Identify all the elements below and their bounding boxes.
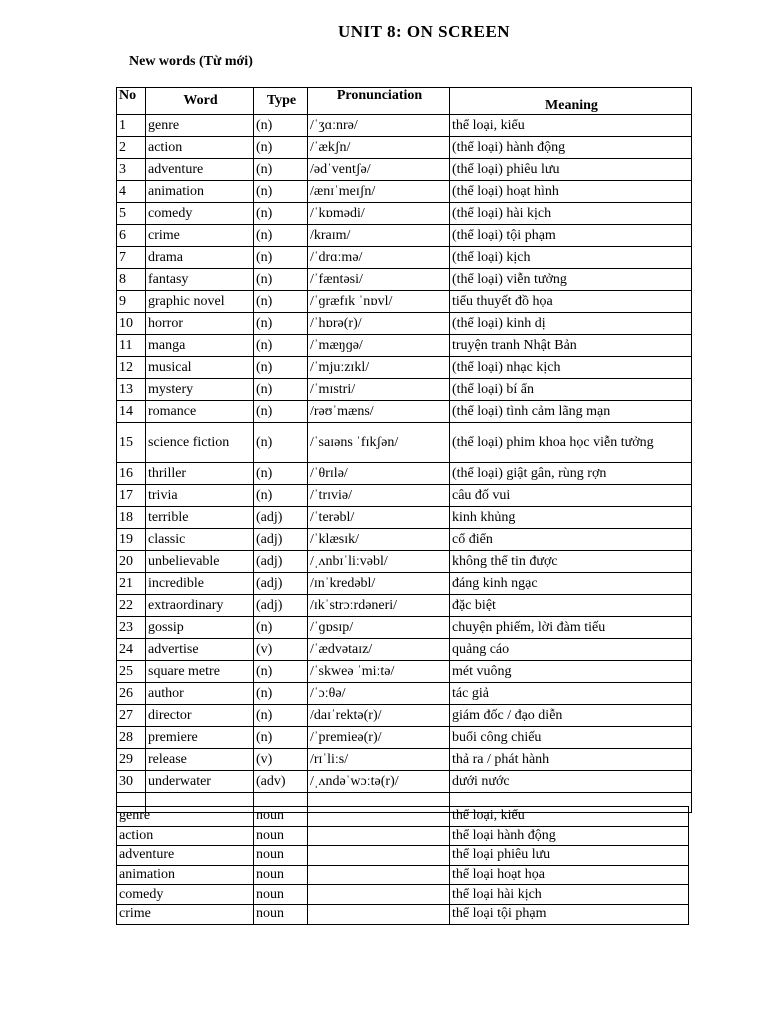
table-row [117,181,692,203]
extra-cell-meaning: thể loại hài kịch [450,885,689,905]
cell-pronunciation: /ˈmjuːzɪkl/ [308,357,450,379]
extra-table-row [117,846,689,866]
cell-no: 6 [117,225,146,247]
table-row [117,749,692,771]
cell-type: (adj) [254,529,308,551]
cell-no: 23 [117,617,146,639]
cell-no: 12 [117,357,146,379]
table-row [117,551,692,573]
cell-type: (n) [254,617,308,639]
cell-pronunciation: /ˈækʃn/ [308,137,450,159]
extra-cell-type: noun [254,865,308,885]
cell-no: 24 [117,639,146,661]
cell-type: (n) [254,683,308,705]
table-row [117,159,692,181]
table-row [117,507,692,529]
cell-pronunciation: /ˈklæsɪk/ [308,529,450,551]
table-row [117,313,692,335]
cell-word: romance [146,401,254,423]
cell-type: (v) [254,639,308,661]
cell-no: 14 [117,401,146,423]
cell-word: underwater [146,771,254,793]
cell-meaning: (thể loại) hoạt hình [450,181,692,203]
cell-word: premiere [146,727,254,749]
cell-meaning: truyện tranh Nhật Bản [450,335,692,357]
table-row [117,595,692,617]
cell-word: science fiction [146,423,254,463]
extra-cell-word: adventure [117,846,254,866]
extra-cell-type: noun [254,846,308,866]
cell-type: (n) [254,423,308,463]
table-row [117,529,692,551]
cell-meaning: giám đốc / đạo diễn [450,705,692,727]
cell-meaning: mét vuông [450,661,692,683]
cell-word: unbelievable [146,551,254,573]
column-header-no: No [117,88,146,115]
column-header-type: Type [254,88,308,115]
cell-word: adventure [146,159,254,181]
cell-type: (n) [254,357,308,379]
cell-word: mystery [146,379,254,401]
cell-meaning: tiểu thuyết đồ họa [450,291,692,313]
extra-cell-word: action [117,826,254,846]
cell-word: crime [146,225,254,247]
extra-cell-word: crime [117,904,254,924]
table-row [117,247,692,269]
extra-cell-type: noun [254,885,308,905]
cell-meaning: (thể loại) phiêu lưu [450,159,692,181]
cell-pronunciation: /ˈædvətaɪz/ [308,639,450,661]
table-row [117,203,692,225]
cell-pronunciation: /ˈpremieə(r)/ [308,727,450,749]
cell-pronunciation: /ˈmæŋɡə/ [308,335,450,357]
table-row [117,639,692,661]
table-row [117,727,692,749]
cell-pronunciation: /ænɪˈmeɪʃn/ [308,181,450,203]
cell-type: (n) [254,115,308,137]
cell-pronunciation: /ɪnˈkredəbl/ [308,573,450,595]
cell-meaning: (thể loại) kinh dị [450,313,692,335]
cell-type: (n) [254,705,308,727]
cell-meaning: đặc biệt [450,595,692,617]
cell-word: graphic novel [146,291,254,313]
cell-no: 2 [117,137,146,159]
extra-cell-meaning: thể loại phiêu lưu [450,846,689,866]
cell-meaning: dưới nước [450,771,692,793]
extra-cell-type: noun [254,826,308,846]
cell-no: 15 [117,423,146,463]
cell-pronunciation: /ˈsaɪəns ˈfɪkʃən/ [308,423,450,463]
extra-cell-type: noun [254,904,308,924]
extra-table-row [117,904,689,924]
cell-no: 22 [117,595,146,617]
cell-word: fantasy [146,269,254,291]
table-row [117,573,692,595]
cell-word: extraordinary [146,595,254,617]
page-title: UNIT 8: ON SCREEN [338,22,511,41]
cell-type: (adj) [254,573,308,595]
cell-word: musical [146,357,254,379]
table-header-row [117,88,692,115]
extra-cell-empty [308,865,450,885]
cell-meaning: (thể loại) bí ẩn [450,379,692,401]
extra-cell-word: animation [117,865,254,885]
cell-no: 9 [117,291,146,313]
extra-cell-meaning: thể loại tội phạm [450,904,689,924]
cell-type: (n) [254,247,308,269]
cell-pronunciation: /ˈterəbl/ [308,507,450,529]
table-row [117,291,692,313]
cell-no: 4 [117,181,146,203]
cell-word: drama [146,247,254,269]
cell-word: animation [146,181,254,203]
table-row [117,269,692,291]
cell-meaning: thể loại, kiểu [450,115,692,137]
cell-word: genre [146,115,254,137]
column-header-pronunciation: Pronunciation [308,88,450,115]
cell-meaning: (thể loại) tội phạm [450,225,692,247]
extra-table-row [117,807,689,827]
extra-cell-empty [308,807,450,827]
cell-pronunciation: /ˈskweə ˈmiːtə/ [308,661,450,683]
cell-word: director [146,705,254,727]
cell-pronunciation: /ˈmɪstri/ [308,379,450,401]
cell-word: manga [146,335,254,357]
cell-type: (n) [254,485,308,507]
vocabulary-table [116,87,692,813]
cell-meaning: (thể loại) hài kịch [450,203,692,225]
cell-type: (n) [254,313,308,335]
table-row [117,225,692,247]
cell-meaning: (thể loại) nhạc kịch [450,357,692,379]
cell-pronunciation: /ˈɔːθə/ [308,683,450,705]
cell-no: 18 [117,507,146,529]
cell-word: release [146,749,254,771]
cell-word: advertise [146,639,254,661]
table-row [117,617,692,639]
table-row [117,137,692,159]
cell-no: 25 [117,661,146,683]
column-header-word: Word [146,88,254,115]
table-row [117,661,692,683]
cell-type: (n) [254,335,308,357]
cell-no: 20 [117,551,146,573]
cell-no: 17 [117,485,146,507]
cell-meaning: quảng cáo [450,639,692,661]
cell-type: (adj) [254,595,308,617]
cell-word: action [146,137,254,159]
cell-type: (n) [254,463,308,485]
cell-pronunciation: /rɪˈliːs/ [308,749,450,771]
cell-word: square metre [146,661,254,683]
cell-meaning: câu đố vui [450,485,692,507]
cell-pronunciation: /ˈɡɒsɪp/ [308,617,450,639]
cell-word: comedy [146,203,254,225]
cell-type: (n) [254,727,308,749]
cell-type: (adv) [254,771,308,793]
cell-pronunciation: /ˈfæntəsi/ [308,269,450,291]
page-subtitle: New words (Từ mới) [129,54,253,69]
cell-pronunciation: /ədˈventʃə/ [308,159,450,181]
cell-type: (n) [254,225,308,247]
table-row [117,357,692,379]
extra-cell-empty [308,826,450,846]
cell-type: (adj) [254,551,308,573]
cell-no: 21 [117,573,146,595]
cell-word: author [146,683,254,705]
table-row [117,705,692,727]
cell-pronunciation: /ɪkˈstrɔːrdəneri/ [308,595,450,617]
cell-type: (v) [254,749,308,771]
column-header-meaning: Meaning [450,88,692,115]
extra-cell-type: noun [254,807,308,827]
extra-table-row [117,865,689,885]
cell-pronunciation: /ˈhɒrə(r)/ [308,313,450,335]
cell-no: 19 [117,529,146,551]
cell-word: gossip [146,617,254,639]
cell-pronunciation: /daɪˈrektə(r)/ [308,705,450,727]
cell-no: 5 [117,203,146,225]
extra-cell-empty [308,846,450,866]
cell-meaning: (thể loại) phim khoa học viễn tưởng [450,423,692,463]
cell-type: (n) [254,181,308,203]
cell-no: 3 [117,159,146,181]
cell-meaning: tác giả [450,683,692,705]
table-row [117,401,692,423]
extra-vocabulary-table [116,806,689,925]
cell-type: (adj) [254,507,308,529]
cell-no: 16 [117,463,146,485]
extra-cell-meaning: thể loại hoạt họa [450,865,689,885]
cell-word: horror [146,313,254,335]
table-row [117,771,692,793]
extra-cell-meaning: thể loại, kiểu [450,807,689,827]
cell-meaning: cổ điển [450,529,692,551]
cell-meaning: đáng kinh ngạc [450,573,692,595]
table-row [117,463,692,485]
table-row [117,115,692,137]
cell-type: (n) [254,379,308,401]
table-row [117,379,692,401]
cell-pronunciation: /rəʊˈmæns/ [308,401,450,423]
extra-cell-word: genre [117,807,254,827]
table-row [117,423,692,463]
cell-no: 7 [117,247,146,269]
table-row [117,485,692,507]
cell-meaning: thả ra / phát hành [450,749,692,771]
extra-table-row [117,826,689,846]
cell-pronunciation: /ˈdrɑːmə/ [308,247,450,269]
cell-pronunciation: /ˈɡræfɪk ˈnɒvl/ [308,291,450,313]
extra-table-row [117,885,689,905]
cell-word: trivia [146,485,254,507]
cell-pronunciation: /ˈθrɪlə/ [308,463,450,485]
cell-type: (n) [254,203,308,225]
extra-cell-empty [308,885,450,905]
cell-no: 13 [117,379,146,401]
cell-meaning: kinh khủng [450,507,692,529]
cell-no: 10 [117,313,146,335]
cell-meaning: chuyện phiếm, lời đàm tiếu [450,617,692,639]
cell-pronunciation: /ˌʌnbɪˈliːvəbl/ [308,551,450,573]
cell-meaning: không thể tin được [450,551,692,573]
extra-cell-meaning: thể loại hành động [450,826,689,846]
cell-no: 28 [117,727,146,749]
table-row [117,335,692,357]
extra-cell-empty [308,904,450,924]
cell-type: (n) [254,159,308,181]
cell-no: 27 [117,705,146,727]
cell-type: (n) [254,291,308,313]
cell-word: classic [146,529,254,551]
cell-no: 1 [117,115,146,137]
table-row [117,683,692,705]
cell-pronunciation: /ˈkɒmədi/ [308,203,450,225]
cell-type: (n) [254,269,308,291]
cell-pronunciation: /ˌʌndəˈwɔːtə(r)/ [308,771,450,793]
cell-pronunciation: /ˈʒɑːnrə/ [308,115,450,137]
cell-no: 29 [117,749,146,771]
cell-meaning: (thể loại) giật gân, rùng rợn [450,463,692,485]
cell-word: terrible [146,507,254,529]
cell-type: (n) [254,401,308,423]
extra-cell-word: comedy [117,885,254,905]
cell-pronunciation: /ˈtrɪviə/ [308,485,450,507]
cell-meaning: (thể loại) hành động [450,137,692,159]
cell-no: 30 [117,771,146,793]
cell-no: 8 [117,269,146,291]
cell-meaning: (thể loại) viễn tưởng [450,269,692,291]
cell-meaning: (thể loại) kịch [450,247,692,269]
cell-type: (n) [254,661,308,683]
cell-type: (n) [254,137,308,159]
cell-pronunciation: /kraɪm/ [308,225,450,247]
cell-meaning: buổi công chiếu [450,727,692,749]
cell-no: 11 [117,335,146,357]
cell-no: 26 [117,683,146,705]
cell-word: thriller [146,463,254,485]
cell-word: incredible [146,573,254,595]
cell-meaning: (thể loại) tình cảm lãng mạn [450,401,692,423]
